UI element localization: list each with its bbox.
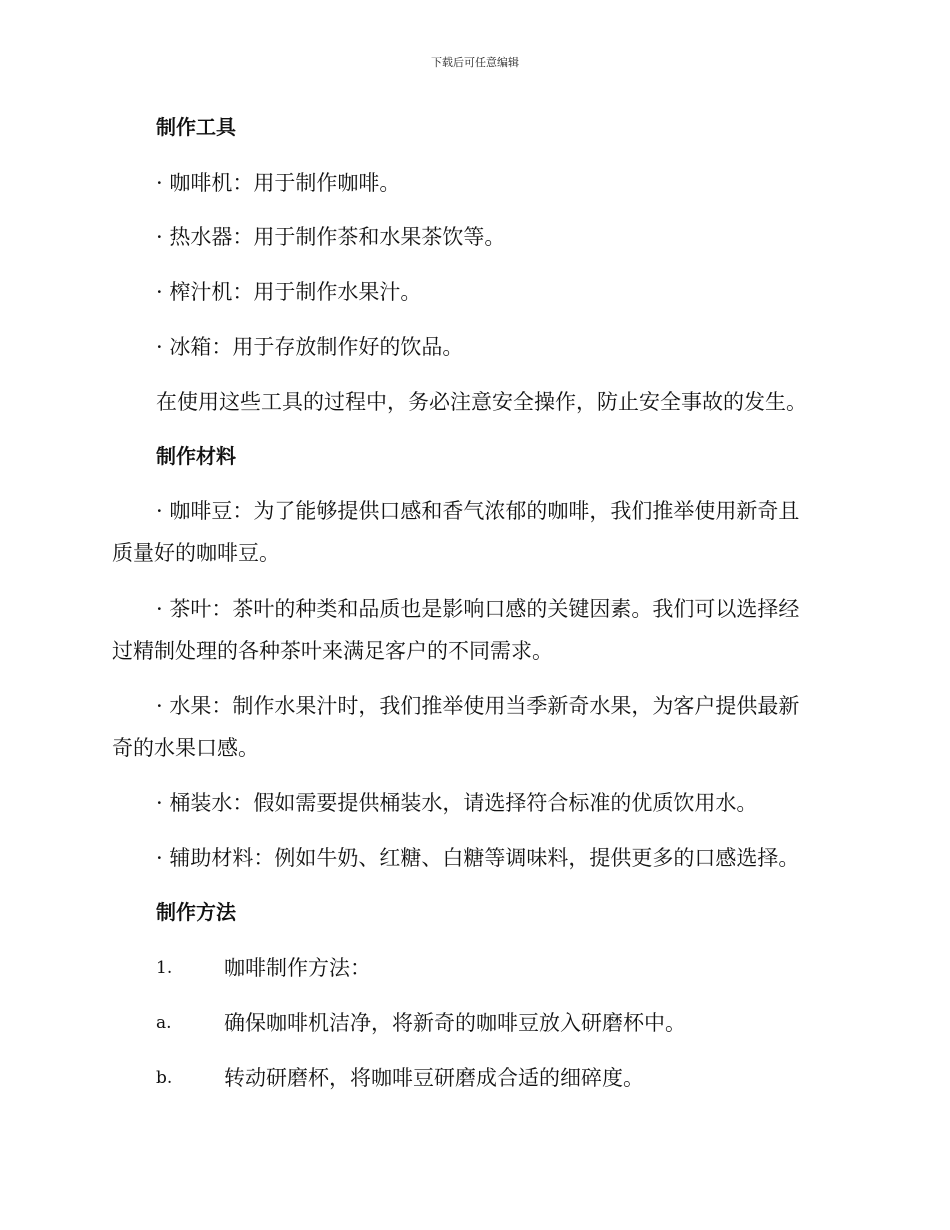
material-tea-line1: · 茶叶：茶叶的种类和品质也是影响口感的关键因素。我们可以选择经 (156, 597, 800, 621)
step-text-b: 转动研磨杯，将咖啡豆研磨成合适的细碎度。 (224, 1066, 644, 1090)
section-heading-methods: 制作方法 (156, 900, 236, 924)
section-heading-tools: 制作工具 (156, 115, 236, 139)
tool-item-fridge: · 冰箱：用于存放制作好的饮品。 (156, 335, 464, 359)
tool-item-water-heater: · 热水器：用于制作茶和水果茶饮等。 (156, 225, 506, 249)
step-marker-a: a. (156, 1013, 172, 1033)
page-header: 下载后可任意编辑 (431, 56, 519, 69)
step-marker-1: 1. (156, 958, 173, 978)
step-text-a: 确保咖啡机洁净，将新奇的咖啡豆放入研磨杯中。 (224, 1011, 686, 1035)
material-coffee-beans-line2: 质量好的咖啡豆。 (112, 541, 280, 565)
tool-item-juicer: · 榨汁机：用于制作水果汁。 (156, 280, 422, 304)
tools-safety-note: 在使用这些工具的过程中，务必注意安全操作，防止安全事故的发生。 (156, 390, 807, 414)
material-tea-line2: 过精制处理的各种茶叶来满足客户的不同需求。 (112, 639, 553, 663)
material-fruit-line1: · 水果：制作水果汁时，我们推举使用当季新奇水果，为客户提供最新 (156, 694, 800, 718)
step-text-1: 咖啡制作方法： (224, 956, 371, 980)
material-coffee-beans-line1: · 咖啡豆：为了能够提供口感和香气浓郁的咖啡，我们推举使用新奇且 (156, 499, 800, 523)
material-water: · 桶装水：假如需要提供桶装水，请选择符合标准的优质饮用水。 (156, 791, 758, 815)
section-heading-materials: 制作材料 (156, 444, 236, 468)
material-fruit-line2: 奇的水果口感。 (112, 736, 259, 760)
step-marker-b: b. (156, 1068, 173, 1088)
tool-item-coffee-machine: · 咖啡机：用于制作咖啡。 (156, 171, 401, 195)
material-auxiliary: · 辅助材料：例如牛奶、红糖、白糖等调味料，提供更多的口感选择。 (156, 846, 800, 870)
